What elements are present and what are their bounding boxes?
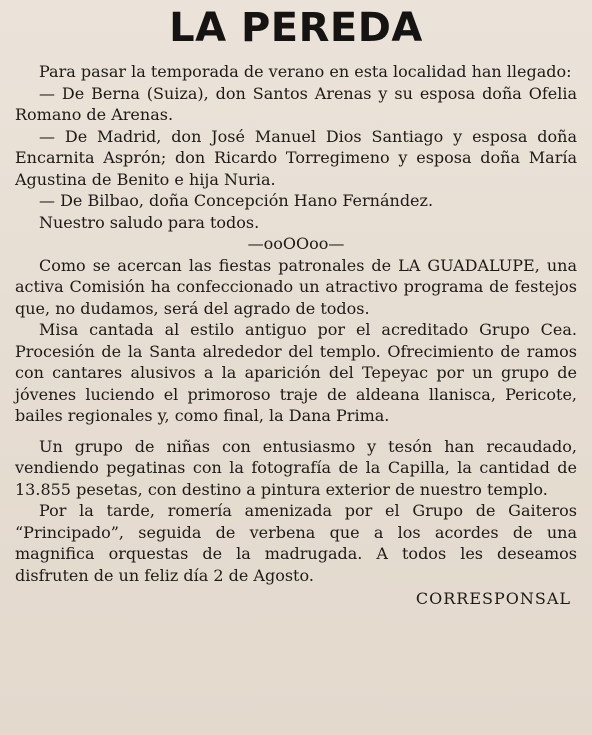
article-title: LA PEREDA bbox=[169, 5, 423, 51]
paragraph-misa: Misa cantada al estilo antiguo por el acreditado Grupo Cea. Procesión de la Santa alrededor del templo. Ofrecimiento de ramos con cantares alusivos a la aparición del Tepeyac por un grupo de jóvenes luciendo el primoroso traje de aldeana llanisca, Pericote, bailes regionales y, como final, la Dana Prima. bbox=[15, 320, 577, 425]
paragraph-romeria: Por la tarde, romería amenizada por el Grupo de Gaiteros “Principado”, seguida de verbena que a los acordes de una magnifica orquestas de la madrugada. A todos les deseamos disfruten de un feliz día 2 de Agosto. bbox=[15, 501, 577, 585]
paragraph-berna: — De Berna (Suiza), don Santos Arenas y su esposa doña Ofelia Romano de Arenas. bbox=[15, 83, 577, 124]
paragraph-greeting: Nuestro saludo para todos. bbox=[39, 212, 260, 232]
paragraph-intro: Para pasar la temporada de verano en esta localidad han llegado: bbox=[39, 62, 572, 81]
paragraph-ninas: Un grupo de niñas con entusiasmo y tesón han recaudado, vendiendo pegatinas con la fotografía de la Capilla, la cantidad de 13.855 pesetas, con destino a pintura exterior de nuestro templo. bbox=[15, 436, 577, 499]
signature: CORRESPONSAL bbox=[415, 589, 571, 608]
paragraph-bilbao: — De Bilbao, doña Concepción Hano Fernández. bbox=[39, 191, 434, 210]
paragraph-fiestas: Como se acercan las fiestas patronales de LA GUADALUPE, una activa Comisión ha confeccionado un atractivo programa de festejos que, no dudamos, será del agrado de todos. bbox=[15, 255, 577, 318]
article-body bbox=[15, 61, 577, 610]
paragraph-madrid: — De Madrid, don José Manuel Dios Santiago y esposa doña Encarnita Asprón; don Ricardo Torregimeno y esposa doña María Agustina de Benito e hija Nuria. bbox=[15, 126, 577, 189]
section-separator: —ooOOoo— bbox=[247, 234, 345, 253]
